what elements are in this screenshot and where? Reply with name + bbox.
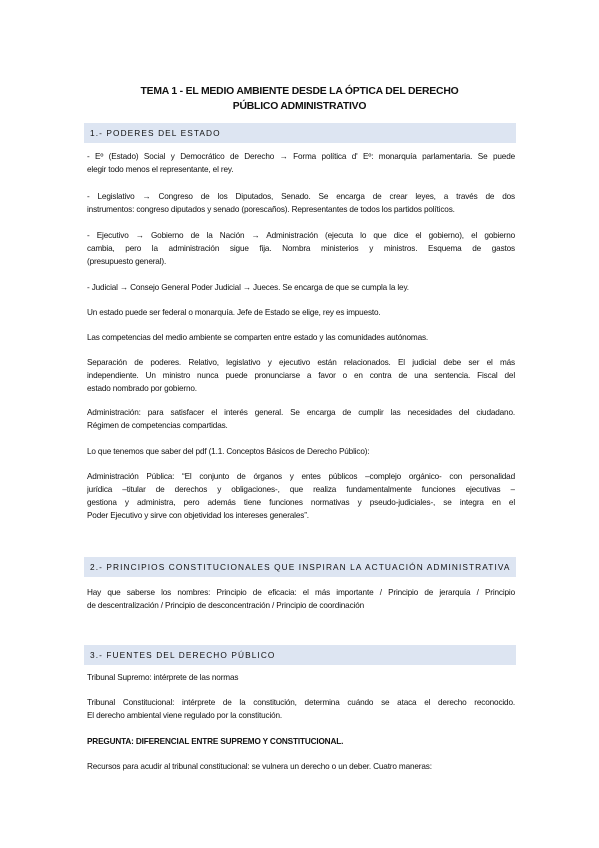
paragraph-tribunal-supremo <box>87 671 515 684</box>
paragraph-line: PREGUNTA: DIFERENCIAL ENTRE SUPREMO Y CONSTITUCIONAL. <box>87 737 344 746</box>
paragraph-line: Poder Ejecutivo y sirve con objetividad los intereses generales”. <box>87 511 309 520</box>
paragraph-line: El derecho ambiental viene regulado por la constitución. <box>87 711 283 720</box>
paragraph-principios <box>87 586 515 612</box>
paragraph-line: Recursos para acudir al tribunal constitucional: se vulnera un derecho o un deber. Cuatro maneras: <box>87 762 432 771</box>
paragraph-line: - Legislativo → Congreso de los Diputados, Senado. Se encarga de crear leyes, a través de dos <box>87 192 515 201</box>
paragraph-estado-social <box>87 150 515 176</box>
paragraph-line: Régimen de competencias compartidas. <box>87 421 228 430</box>
paragraph-line: - Judicial → Consejo General Poder Judicial → Jueces. Se encarga de que se cumpla la ley. <box>87 283 409 292</box>
section-heading-principios-constitucionales: 2.- PRINCIPIOS CONSTITUCIONALES QUE INSPIRAN LA ACTUACIÓN ADMINISTRATIVA <box>84 557 516 577</box>
paragraph-line: Tribunal Supremo: intérprete de las normas <box>87 673 239 682</box>
paragraph-line: gestiona y administra, pero además tiene funciones normativas y pseudo-judiciales-, se integra en el <box>87 498 515 507</box>
paragraph-administracion <box>87 406 515 432</box>
paragraph-line: cambia, pero la administración sigue fija. Nombra ministerios y ministros. Esquema de gastos <box>87 244 515 253</box>
paragraph-legislativo <box>87 190 515 216</box>
paragraph-line: (presupuesto general). <box>87 257 167 266</box>
paragraph-line: estado nombrado por gobierno. <box>87 384 197 393</box>
paragraph-line: elegir todo menos el representante, el rey. <box>87 165 234 174</box>
paragraph-line: Lo que tenemos que saber del pdf (1.1. Conceptos Básicos de Derecho Público): <box>87 447 370 456</box>
paragraph-judicial <box>87 281 515 294</box>
paragraph-line: independiente. Un ministro nunca puede pronunciarse a favor o en contra de una sentencia. Fiscal del <box>87 371 515 380</box>
paragraph-line: Administración: para satisfacer el interés general. Se encarga de cumplir las necesidades del ciudadano. <box>87 408 515 417</box>
paragraph-federal-monarquia <box>87 306 515 319</box>
section-heading-poderes-del-estado: 1.- PODERES DEL ESTADO <box>84 123 516 143</box>
paragraph-ejecutivo <box>87 229 515 268</box>
paragraph-pdf-conceptos <box>87 445 515 458</box>
paragraph-line: Tribunal Constitucional: intérprete de la constitución, determina cuándo se ataca el derecho reconocido. <box>87 698 515 707</box>
document-title-line-2: PÚBLICO ADMINISTRATIVO <box>232 101 367 112</box>
paragraph-line: Las competencias del medio ambiente se comparten entre estado y las comunidades autónomas. <box>87 333 429 342</box>
paragraph-line: Separación de poderes. Relativo, legislativo y ejecutivo están relacionados. El judicial debe ser el más <box>87 358 515 367</box>
paragraph-line: - Eº (Estado) Social y Democrático de Derecho → Forma política d' Eº: monarquía parlamentaria. Se puede <box>87 152 515 161</box>
paragraph-line: instrumentos: congreso diputados y senado (porescaños). Representantes de todos los partidos políticos. <box>87 205 455 214</box>
paragraph-line: de descentralización / Principio de desconcentración / Principio de coordinación <box>87 601 365 610</box>
paragraph-line: Un estado puede ser federal o monarquía. Jefe de Estado se elige, rey es impuesto. <box>87 308 381 317</box>
paragraph-line: Administración Pública: “El conjunto de órganos y entes públicos –complejo orgánico- con personalidad <box>87 472 515 481</box>
paragraph-separacion-poderes <box>87 356 515 395</box>
paragraph-recursos <box>87 760 515 773</box>
document-title-line-1: TEMA 1 - EL MEDIO AMBIENTE DESDE LA ÓPTICA DEL DERECHO <box>140 86 459 97</box>
paragraph-competencias <box>87 331 515 344</box>
paragraph-line: - Ejecutivo → Gobierno de la Nación → Administración (ejecuta lo que dice el gobierno), el gobierno <box>87 231 515 240</box>
section-heading-fuentes-derecho-publico: 3.- FUENTES DEL DERECHO PÚBLICO <box>84 645 516 665</box>
paragraph-line: jurídica –titular de derechos y obligaciones-, que realiza fundamentalmente funciones ejecutivas – <box>87 485 515 494</box>
paragraph-pregunta <box>87 735 515 748</box>
paragraph-tribunal-constitucional <box>87 696 515 722</box>
paragraph-administracion-publica <box>87 470 515 522</box>
paragraph-line: Hay que saberse los nombres: Principio de eficacia: el más importante / Principio de jerarquía / Principio <box>87 588 515 597</box>
